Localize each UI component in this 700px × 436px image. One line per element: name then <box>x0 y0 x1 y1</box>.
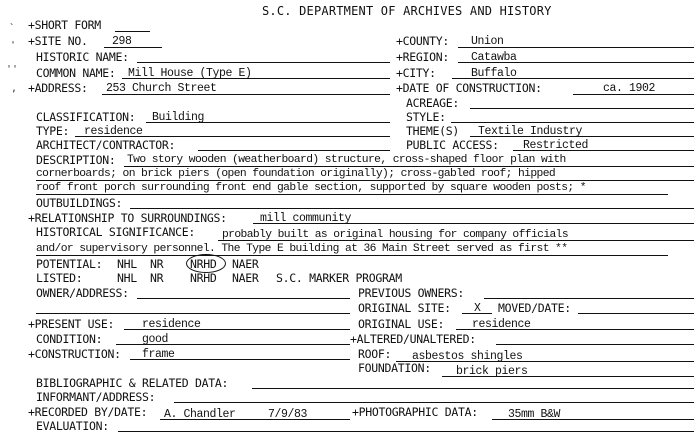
construction-value: frame <box>142 348 175 361</box>
architect-line <box>198 150 390 151</box>
public-access-label: PUBLIC ACCESS: <box>406 138 499 152</box>
historic-name-label: HISTORIC NAME: <box>36 50 129 64</box>
condition-label: CONDITION: <box>36 332 103 346</box>
roof-value: asbestos shingles <box>412 350 523 363</box>
common-name-line <box>122 78 390 79</box>
listed-option-naer: NAER <box>232 271 259 285</box>
foundation-value: brick piers <box>456 365 528 378</box>
date-construction-value: ca. 1902 <box>603 82 656 95</box>
classification-value: Building <box>152 111 205 124</box>
potential-option-nhl: NHL <box>117 257 137 271</box>
owner-address-label: OWNER/ADDRESS: <box>36 286 129 300</box>
foundation-line <box>442 376 694 377</box>
potential-option-nr: NR <box>150 257 164 271</box>
evaluation-label: EVALUATION: <box>36 419 109 433</box>
region-line <box>458 62 694 63</box>
recorded-date-value: 7/9/83 <box>268 408 308 421</box>
listed-option-nr: NR <box>150 271 164 285</box>
margin-mark: ` <box>9 23 16 34</box>
public-access-value: Restricted <box>523 139 589 152</box>
description-label: DESCRIPTION: <box>36 153 116 167</box>
potential-option-naer: NAER <box>232 257 259 271</box>
roof-line <box>396 361 694 362</box>
margin-mark: , <box>11 83 18 94</box>
relationship-label: +RELATIONSHIP TO SURROUNDINGS: <box>28 211 227 225</box>
county-label: +COUNTY: <box>396 34 449 48</box>
address-label: +ADDRESS: <box>28 81 88 95</box>
acreage-label: ACREAGE: <box>406 96 459 110</box>
altered-line <box>496 344 694 345</box>
margin-mark: '' <box>6 64 19 75</box>
photographic-value: 35mm B&W <box>508 408 561 421</box>
bibliographic-line <box>252 388 694 389</box>
recorded-by-value: A. Chandler <box>164 408 236 421</box>
county-line <box>458 47 694 48</box>
condition-value: good <box>142 333 169 346</box>
original-site-line <box>462 313 492 314</box>
city-line <box>452 78 694 79</box>
potential-label: POTENTIAL: <box>36 257 103 271</box>
present-use-line <box>124 329 350 330</box>
informant-line <box>174 402 694 403</box>
listed-label: LISTED: <box>36 271 83 285</box>
date-construction-label: +DATE OF CONSTRUCTION: <box>396 81 542 95</box>
short-form-label: +SHORT FORM <box>28 18 101 32</box>
city-label: +CITY: <box>396 66 436 80</box>
address-line <box>102 94 390 95</box>
present-use-value: residence <box>142 318 201 331</box>
type-value: residence <box>84 125 143 138</box>
city-value: Buffalo <box>471 67 517 80</box>
foundation-label: FOUNDATION: <box>358 361 431 375</box>
classification-line <box>146 122 390 123</box>
form-header: S.C. DEPARTMENT OF ARCHIVES AND HISTORY <box>262 4 552 18</box>
common-name-label: COMMON NAME: <box>36 66 116 80</box>
altered-label: +ALTERED/UNALTERED: <box>350 332 476 346</box>
outbuildings-line <box>130 208 694 209</box>
construction-line <box>130 359 350 360</box>
listed-option-marker: S.C. MARKER PROGRAM <box>276 271 402 285</box>
original-site-value: X <box>474 302 481 315</box>
acreage-line <box>470 108 694 109</box>
significance-line-1: probably built as original housing for company officials <box>222 229 569 241</box>
bibliographic-label: BIBLIOGRAPHIC & RELATED DATA: <box>36 376 229 390</box>
style-label: STYLE: <box>406 110 446 124</box>
present-use-label: +PRESENT USE: <box>28 317 115 331</box>
roof-label: ROOF: <box>358 347 392 361</box>
description-rule-3 <box>36 194 668 195</box>
photographic-label: +PHOTOGRAPHIC DATA: <box>352 405 478 419</box>
region-label: +REGION: <box>396 50 449 64</box>
themes-value: Textile Industry <box>478 125 583 138</box>
address-value: 253 Church Street <box>106 82 217 95</box>
original-site-label: ORIGINAL SITE: <box>358 301 451 315</box>
site-no-line <box>104 47 162 48</box>
recorded-by-line <box>160 419 350 420</box>
listed-option-nhl: NHL <box>117 271 137 285</box>
relationship-line <box>253 223 694 224</box>
short-form-line <box>115 31 150 32</box>
classification-label: CLASSIFICATION: <box>36 110 136 124</box>
condition-line <box>116 344 350 345</box>
owner-address-line-2 <box>36 313 350 314</box>
type-label: TYPE: <box>36 124 70 138</box>
common-name-value: Mill House (Type E) <box>128 67 252 80</box>
informant-label: INFORMANT/ADDRESS: <box>36 390 156 404</box>
listed-option-nrhd: NRHD <box>190 271 217 285</box>
owner-address-line <box>137 298 350 299</box>
original-use-label: ORIGINAL USE: <box>358 317 445 331</box>
previous-owners-label: PREVIOUS OWNERS: <box>358 286 464 300</box>
recorded-by-label: +RECORDED BY/DATE: <box>28 405 148 419</box>
historic-name-line <box>137 62 390 63</box>
style-line <box>451 122 694 123</box>
site-no-value: 298 <box>112 35 132 48</box>
potential-option-nrhd: NRHD <box>190 257 217 271</box>
description-line-1: Two story wooden (weatherboard) structure, cross-shaped floor plan with <box>127 154 566 166</box>
significance-rule-1 <box>218 240 694 241</box>
relationship-value: mill community <box>260 212 352 225</box>
outbuildings-label: OUTBUILDINGS: <box>36 196 123 210</box>
description-rule-2 <box>36 180 694 181</box>
moved-date-label: MOVED/DATE: <box>498 301 571 315</box>
moved-date-line <box>578 313 694 314</box>
original-use-line <box>456 329 694 330</box>
public-access-line <box>513 150 694 151</box>
description-line-2: cornerboards; on brick piers (open foundation originally); cross-gabled roof; hipped <box>36 168 556 180</box>
photographic-line <box>492 419 694 420</box>
region-value: Catawba <box>471 51 517 64</box>
margin-mark: ' <box>10 40 17 51</box>
significance-label: HISTORICAL SIGNIFICANCE: <box>36 225 195 239</box>
date-construction-line <box>573 94 694 95</box>
themes-line <box>470 136 694 137</box>
themes-label: THEME(S) <box>406 124 459 138</box>
type-line <box>75 136 390 137</box>
county-value: Union <box>471 35 504 48</box>
significance-rule-2 <box>36 255 668 256</box>
original-use-value: residence <box>472 318 531 331</box>
evaluation-line <box>118 431 694 432</box>
significance-line-2: and/or supervisory personnel. The Type E building at 36 Main Street served as first ** <box>36 243 568 255</box>
description-rule-1 <box>124 166 694 167</box>
previous-owners-line <box>484 298 694 299</box>
architect-label: ARCHITECT/CONTRACTOR: <box>36 138 176 152</box>
construction-label: +CONSTRUCTION: <box>28 347 121 361</box>
site-no-label: +SITE NO. <box>28 34 88 48</box>
description-line-3: roof front porch surrounding front end gable section, supported by square wooden posts; * <box>36 182 586 194</box>
